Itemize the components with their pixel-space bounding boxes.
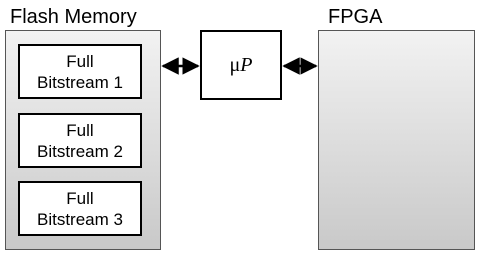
fpga-title: FPGA xyxy=(328,6,383,28)
flash-memory-title: Flash Memory xyxy=(10,6,137,28)
microprocessor-p: P xyxy=(240,53,253,76)
bitstream-3-line2: Bitstream 3 xyxy=(37,209,123,229)
bitstream-1-line1: Full xyxy=(66,51,94,71)
bitstream-2-line1: Full xyxy=(66,120,94,140)
bitstream-2-line2: Bitstream 2 xyxy=(37,141,123,161)
microprocessor-mu: μ xyxy=(229,53,241,76)
bitstream-1-line2: Bitstream 1 xyxy=(37,72,123,92)
bitstream-3-line1: Full xyxy=(66,188,94,208)
